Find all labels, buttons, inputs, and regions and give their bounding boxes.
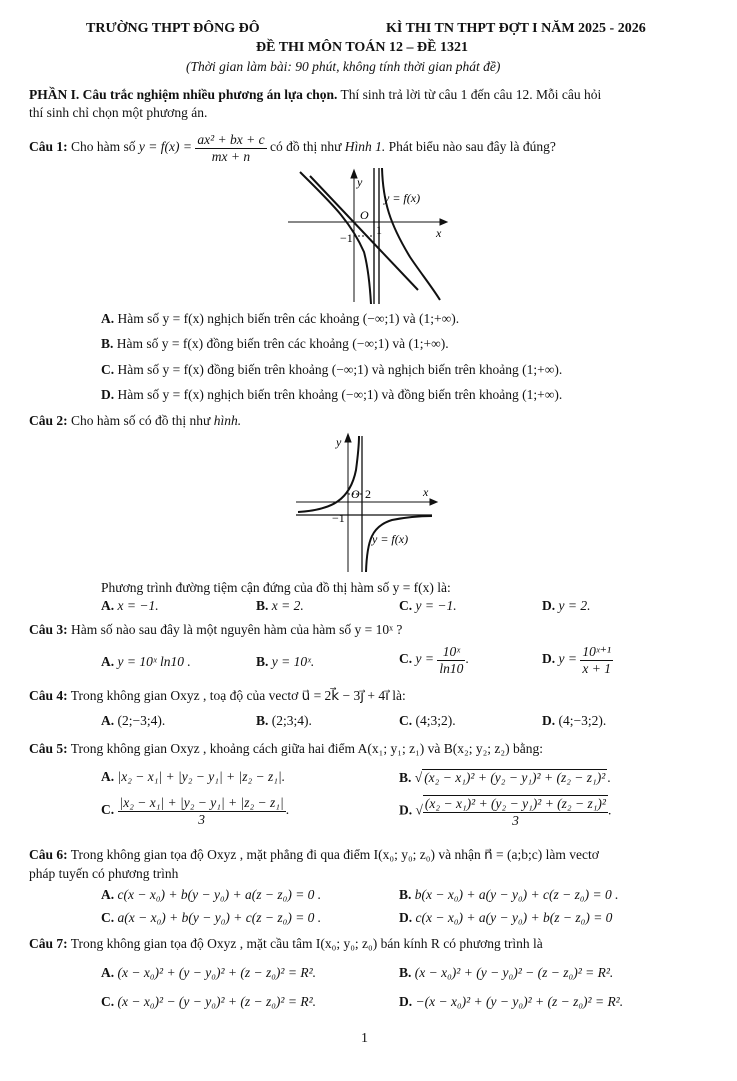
- q5-c-fraction: [118, 795, 286, 827]
- q3-d-fraction: [580, 644, 613, 676]
- q4-option-d[interactable]: [542, 713, 606, 730]
- q7-option-b[interactable]: [399, 965, 613, 982]
- q1-c-label: C.: [101, 362, 115, 377]
- school-name: TRƯỜNG THPT ĐÔNG ĐÔ: [86, 21, 260, 36]
- q1-y-label: y: [357, 175, 363, 189]
- q6-d-text: c(x − x₀) + a(y − y₀) + b(z − z₀) = 0: [415, 910, 613, 925]
- q1-graph: [280, 162, 460, 307]
- q5-d-post: .: [607, 802, 612, 818]
- q7-b-label: B.: [399, 965, 412, 980]
- q3-option-c[interactable]: [399, 644, 469, 676]
- q2-label: Câu 2:: [29, 413, 68, 428]
- subject-title: ĐỀ THI MÔN TOÁN 12 – ĐỀ 1321: [256, 40, 468, 55]
- q5-c-num: |x₂ − x₁| + |y₂ − y₁| + |z₂ − z₁|: [119, 795, 284, 810]
- q1-num: ax² + bx + c: [197, 132, 265, 147]
- q4-text: Trong không gian Oxyz , toạ độ của vectơ u⃗ = 2k⃗ − 3j⃗ + 4i⃗ là:: [70, 688, 406, 703]
- q1-d-label: D.: [101, 387, 115, 402]
- q7-d-text: −(x − x₀)² + (y − y₀)² + (z − z₀)² = R².: [415, 994, 624, 1009]
- q1-text: Cho hàm số: [71, 139, 136, 155]
- question-3: [29, 622, 402, 639]
- q6-text-2: pháp tuyến có phương trình: [29, 866, 179, 881]
- q4-c-text: (4;3;2).: [415, 713, 456, 728]
- q2-option-c[interactable]: [399, 598, 457, 615]
- q7-c-label: C.: [101, 994, 115, 1009]
- q4-option-a[interactable]: [101, 713, 165, 730]
- q1-x-label: x: [436, 226, 442, 240]
- q7-option-a[interactable]: [101, 965, 316, 982]
- q4-b-text: (2;3;4).: [271, 713, 312, 728]
- q2-y-label: y: [336, 435, 342, 449]
- q7-option-d[interactable]: [399, 994, 623, 1011]
- q6-c-label: C.: [101, 910, 115, 925]
- q2-tick-2: 2: [365, 487, 371, 501]
- q5-option-b[interactable]: B. √ (x₂ − x₁)² + (y₂ − y₁)² + (z₂ − z₁)² .: [399, 770, 611, 785]
- q3-a-text: y = 10ˣ ln10 .: [117, 654, 191, 669]
- q1-option-a[interactable]: [101, 311, 459, 328]
- q4-d-text: (4;−3;2).: [558, 713, 607, 728]
- question-2: [29, 413, 241, 430]
- q1-a-text: Hàm số y = f(x) nghịch biến trên các khoảng (−∞;1) và (1;+∞).: [117, 311, 460, 326]
- q2-option-b[interactable]: [256, 598, 304, 615]
- q7-d-label: D.: [399, 994, 413, 1009]
- q3-d-den: x + 1: [582, 660, 611, 676]
- page-number: 1: [361, 1031, 368, 1046]
- q1-ref: Hình 1.: [344, 139, 386, 155]
- q1-tick-1: 1: [376, 223, 382, 237]
- q5-option-d[interactable]: D. √ $\frac{\text{(x₂ − x₁)² + (y₂ − y₁)² + (z₂ − z₁)²}}{3}$ .: [399, 796, 612, 828]
- q3-d-num: 10ˣ⁺¹: [580, 644, 613, 661]
- q1-d-text: Hàm số y = f(x) nghịch biến trên khoảng (−∞;1) và đồng biến trên khoảng (1;+∞).: [117, 387, 563, 402]
- q4-b-label: B.: [256, 713, 269, 728]
- q3-c-pre: y =: [415, 651, 434, 667]
- q2-a-text: x = −1.: [117, 598, 159, 613]
- q6-a-label: A.: [101, 887, 115, 902]
- q7-a-text: (x − x₀)² + (y − y₀)² + (z − z₀)² = R².: [117, 965, 316, 980]
- q5-b-label: B.: [399, 770, 412, 785]
- q1-text-after: có đồ thị như: [269, 139, 342, 155]
- question-7: [29, 936, 543, 953]
- q4-a-label: A.: [101, 713, 115, 728]
- q2-c-label: C.: [399, 598, 413, 613]
- q2-ref: hình.: [213, 413, 242, 428]
- q1-origin: O: [360, 208, 369, 222]
- q5-d-label: D.: [399, 802, 413, 818]
- part1-heading: [29, 87, 601, 104]
- q5-option-c[interactable]: [101, 795, 289, 827]
- q7-text: Trong không gian tọa độ Oxyz , mặt cầu tâm I(x₀; y₀; z₀) bán kính R có phương trình là: [70, 936, 543, 951]
- q5-a-label: A.: [101, 769, 115, 784]
- q5-label: Câu 5:: [29, 741, 68, 756]
- q2-a-label: A.: [101, 598, 115, 613]
- q1-fraction: [195, 132, 266, 164]
- q3-a-label: A.: [101, 654, 115, 669]
- q1-a-label: A.: [101, 311, 115, 326]
- q1-c-text: Hàm số y = f(x) đồng biến trên khoảng (−∞;1) và nghịch biến trên khoảng (1;+∞).: [117, 362, 563, 377]
- q2-x-label: x: [423, 485, 429, 499]
- q6-b-label: B.: [399, 887, 412, 902]
- q4-a-text: (2;−3;4).: [117, 713, 166, 728]
- q7-label: Câu 7:: [29, 936, 68, 951]
- q1-option-d[interactable]: [101, 387, 562, 404]
- q2-c-text: y = −1.: [415, 598, 457, 613]
- question-5: [29, 741, 543, 758]
- q5-c-post: .: [285, 802, 290, 818]
- q7-c-text: (x − x₀)² − (y − y₀)² + (z − z₀)² = R².: [117, 994, 316, 1009]
- q2-origin: O: [351, 487, 360, 501]
- q3-option-a[interactable]: [101, 654, 191, 671]
- q6-a-text: c(x − x₀) + b(y − y₀) + a(z − z₀) = 0 .: [117, 887, 322, 902]
- q4-label: Câu 4:: [29, 688, 68, 703]
- q6-text: Trong không gian tọa độ Oxyz , mặt phẳng đi qua điểm I(x₀; y₀; z₀) và nhận n⃗ = (a;b;c) làm vectơ: [70, 847, 599, 862]
- q2-curve-label: y = f(x): [372, 532, 409, 546]
- q1-function: y = f(x) =: [138, 139, 192, 155]
- q2-d-text: y = 2.: [558, 598, 591, 613]
- question-4: [29, 688, 406, 705]
- q1-label: Câu 1:: [29, 139, 68, 155]
- q3-b-label: B.: [256, 654, 269, 669]
- q6-label: Câu 6:: [29, 847, 68, 862]
- q4-d-label: D.: [542, 713, 556, 728]
- q5-d-fraction: [423, 795, 608, 828]
- q1-option-c[interactable]: [101, 362, 562, 379]
- q6-option-c[interactable]: [101, 910, 321, 927]
- q1-option-b[interactable]: [101, 336, 449, 353]
- q1-b-text: Hàm số y = f(x) đồng biến trên các khoảng (−∞;1) và (1;+∞).: [116, 336, 449, 351]
- part1-instruction-2: thí sinh chỉ chọn một phương án.: [29, 105, 208, 120]
- q7-b-text: (x − x₀)² + (y − y₀)² − (z − z₀)² = R².: [414, 965, 614, 980]
- time-note: (Thời gian làm bài: 90 phút, không tính thời gian phát đề): [186, 59, 501, 74]
- q4-option-c[interactable]: [399, 713, 456, 730]
- q5-option-a[interactable]: [101, 769, 285, 786]
- q3-b-text: y = 10ˣ.: [271, 654, 315, 669]
- part1-title: PHẦN I. Câu trắc nghiệm nhiều phương án lựa chọn.: [29, 87, 338, 102]
- q2-tick-m1: −1: [332, 511, 345, 525]
- q6-d-label: D.: [399, 910, 413, 925]
- q3-c-num: 10ˣ: [437, 644, 465, 661]
- q2-option-d[interactable]: [542, 598, 590, 615]
- q2-prompt: Phương trình đường tiệm cận đứng của đồ thị hàm số y = f(x) là:: [101, 580, 451, 595]
- q6-option-d[interactable]: [399, 910, 612, 927]
- q6-b-text: b(x − x₀) + a(y − y₀) + c(z − z₀) = 0 .: [414, 887, 619, 902]
- q2-b-label: B.: [256, 598, 269, 613]
- part1-instruction: Thí sinh trả lời từ câu 1 đến câu 12. Mỗi câu hỏi: [337, 87, 602, 102]
- q1-tick-m1: −1: [340, 231, 353, 245]
- q3-label: Câu 3:: [29, 622, 68, 637]
- q2-text: Cho hàm số có đồ thị như: [71, 413, 211, 428]
- q1-tail: Phát biểu nào sau đây là đúng?: [388, 139, 556, 155]
- q3-option-d[interactable]: [542, 644, 613, 676]
- q3-c-label: C.: [399, 651, 413, 667]
- q2-graph: [292, 430, 442, 575]
- q4-c-label: C.: [399, 713, 413, 728]
- q1-b-label: B.: [101, 336, 114, 351]
- q3-c-post: .: [465, 651, 469, 667]
- q7-a-label: A.: [101, 965, 115, 980]
- question-1: [29, 132, 556, 164]
- question-6: [29, 847, 599, 864]
- q6-option-a[interactable]: [101, 887, 321, 904]
- q5-c-den: 3: [198, 811, 205, 827]
- q2-b-text: x = 2.: [271, 598, 304, 613]
- q3-c-den: ln10: [439, 660, 464, 676]
- q5-d-num: (x₂ − x₁)² + (y₂ − y₁)² + (z₂ − z₁)²: [424, 796, 606, 811]
- q5-b-root: (x₂ − x₁)² + (y₂ − y₁)² + (z₂ − z₁)²: [424, 770, 606, 785]
- q2-option-a[interactable]: [101, 598, 159, 615]
- q3-c-fraction: [437, 644, 465, 676]
- q4-option-b[interactable]: [256, 713, 312, 730]
- q3-d-pre: y =: [558, 651, 577, 667]
- q1-curve-label: y = f(x): [384, 191, 421, 205]
- q3-option-b[interactable]: [256, 654, 314, 671]
- q6-option-b[interactable]: [399, 887, 618, 904]
- q2-d-label: D.: [542, 598, 556, 613]
- q6-c-text: a(x − x₀) + b(y − y₀) + c(z − z₀) = 0 .: [117, 910, 322, 925]
- q5-c-label: C.: [101, 802, 115, 818]
- q3-text: Hàm số nào sau đây là một nguyên hàm của hàm số y = 10ˣ ?: [71, 622, 403, 637]
- exam-title: KÌ THI TN THPT ĐỢT I NĂM 2025 - 2026: [386, 21, 646, 36]
- q5-a-text: |x₂ − x₁| + |y₂ − y₁| + |z₂ − z₁|.: [117, 769, 286, 784]
- q5-b-post: .: [607, 770, 611, 785]
- q5-d-den: 3: [512, 812, 519, 828]
- q3-d-label: D.: [542, 651, 556, 667]
- q7-option-c[interactable]: [101, 994, 316, 1011]
- q1-den: mx + n: [211, 148, 251, 164]
- q5-text: Trong không gian Oxyz , khoảng cách giữa hai điểm A(x₁; y₁; z₁) và B(x₂; y₂; z₂) bằng:: [70, 741, 543, 756]
